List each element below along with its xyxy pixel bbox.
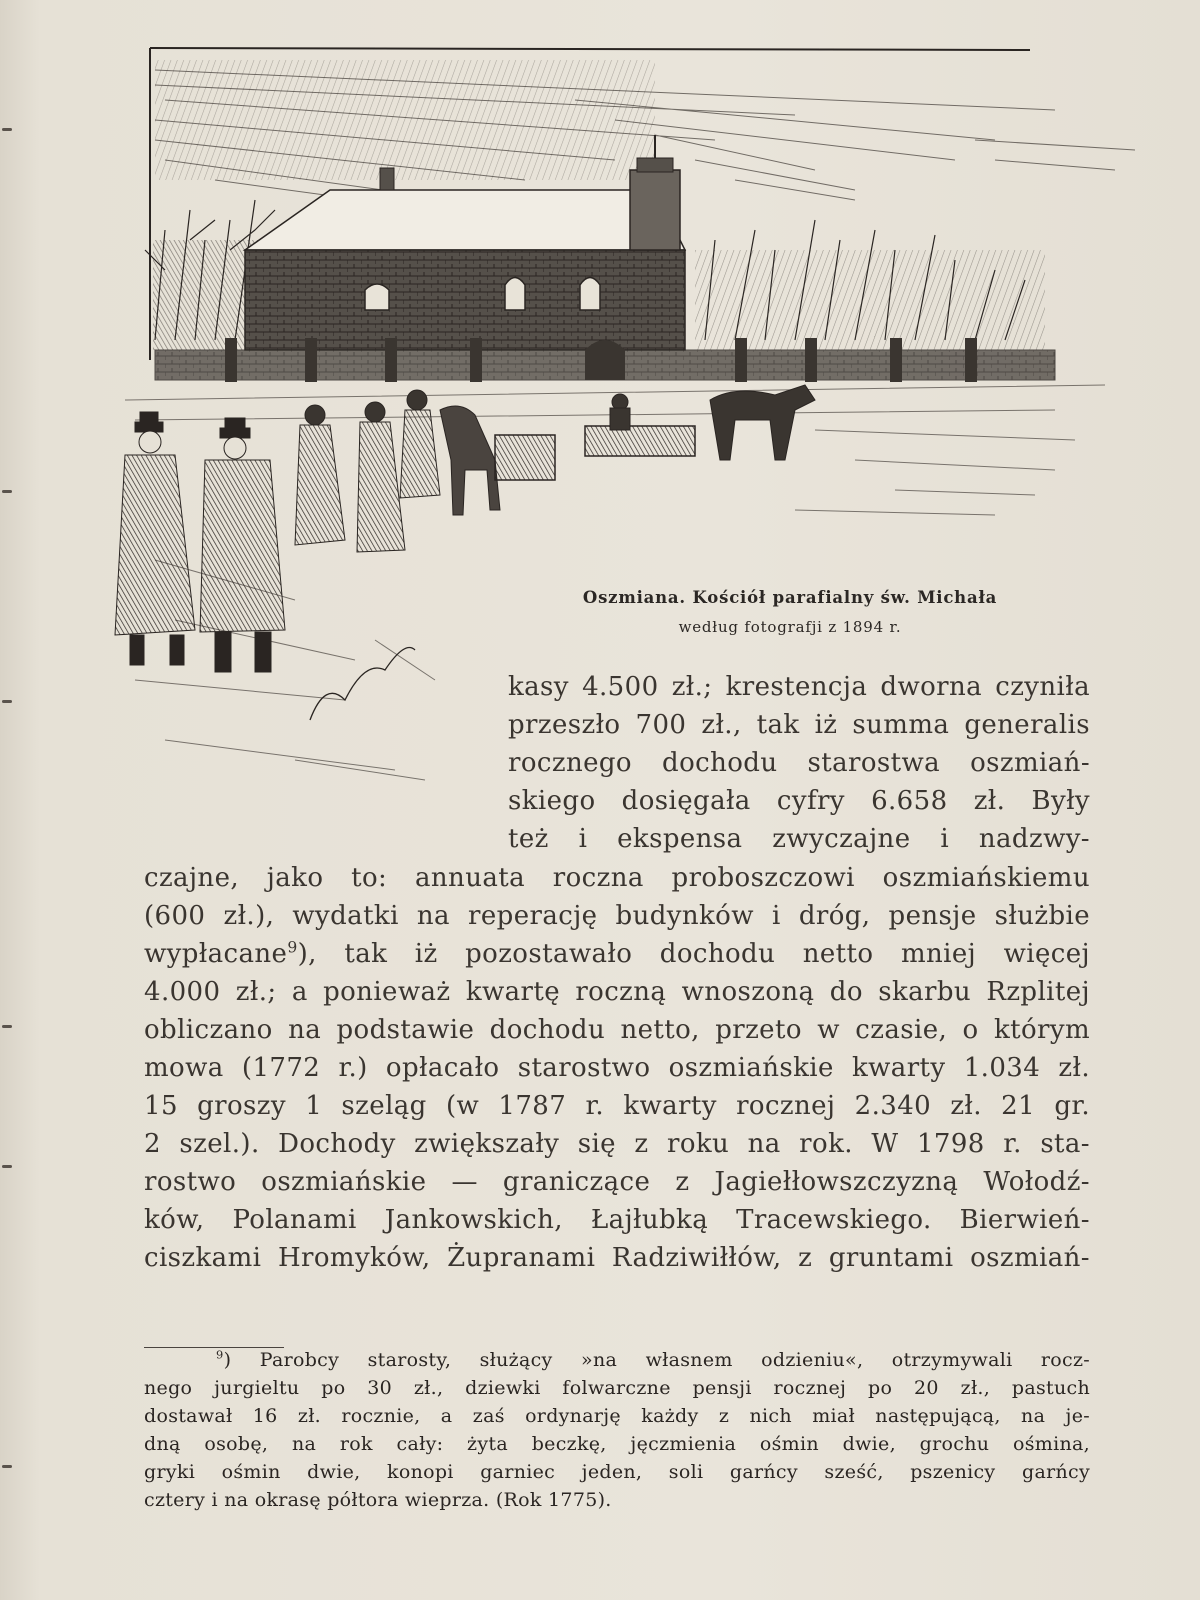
footnote-line bbox=[144, 1346, 1090, 1374]
footnote-line: dną osobę, na rok cały: żyta beczkę, jęczmienia ośmin dwie, grochu ośmina, bbox=[144, 1433, 1090, 1455]
binding-thread-mark bbox=[2, 1465, 12, 1468]
footnote-line: cztery i na okrasę półtora wieprza. (Rok 1775). bbox=[144, 1489, 612, 1511]
horse-with-load bbox=[440, 406, 555, 515]
figure-caption-title: Oszmiana. Kościół parafialny św. Michała bbox=[582, 588, 998, 607]
text-fragment: ), tak iż pozostawało dochodu netto mniej więcej bbox=[297, 939, 1090, 969]
body-text-full-width bbox=[144, 859, 1090, 1277]
text-line-with-footnote-ref bbox=[144, 935, 1090, 973]
text-line: przeszło 700 zł., tak iż summa generalis bbox=[508, 710, 1090, 740]
church-roof bbox=[245, 190, 685, 250]
footnote-marker: 9 bbox=[216, 1347, 224, 1362]
footnote-line: dostawał 16 zł. rocznie, a zaś ordynarję każdy z nich miał następującą, na je- bbox=[144, 1405, 1090, 1427]
text-fragment: ) Parobcy starosty, służący »na własnem odzieniu«, otrzymywali rocz- bbox=[223, 1349, 1090, 1371]
text-line: mowa (1772 r.) opłacało starostwo oszmiańskie kwarty 1.034 zł. bbox=[144, 1053, 1090, 1083]
text-line: ciszkami Hromyków, Żupranami Radziwiłłów, z gruntami oszmiań- bbox=[144, 1243, 1090, 1273]
binding-thread-mark bbox=[2, 128, 12, 131]
frame-top-line bbox=[150, 48, 1030, 50]
church-tower bbox=[630, 170, 680, 250]
footnote-reference: 9 bbox=[287, 938, 298, 957]
church-walls bbox=[245, 250, 685, 350]
text-fragment: wypłacane bbox=[144, 939, 288, 969]
figure-caption-subtitle: według fotografji z 1894 r. bbox=[678, 618, 902, 636]
binding-thread-mark bbox=[2, 490, 12, 493]
women-walking bbox=[295, 390, 440, 552]
text-line: ków, Polanami Jankowskich, Łajłubką Tracewskiego. Bierwień- bbox=[144, 1205, 1090, 1235]
binding-thread-mark bbox=[2, 1165, 12, 1168]
text-line: 15 groszy 1 szeląg (w 1787 r. kwarty rocznej 2.340 zł. 21 gr. bbox=[144, 1091, 1090, 1121]
text-line: rocznego dochodu starostwa oszmiań- bbox=[508, 748, 1090, 778]
footnote-line: gryki ośmin dwie, konopi garniec jeden, soli garńcy sześć, pszenicy garńcy bbox=[144, 1461, 1090, 1483]
two-men-in-coats bbox=[115, 412, 285, 672]
body-text-narrow-column bbox=[508, 668, 1090, 858]
text-line: rostwo oszmiańskie — graniczące z Jagiełłowszczyzną Wołodź- bbox=[144, 1167, 1090, 1197]
footnote-line: nego jurgieltu po 30 zł., dziewki folwarczne pensji rocznej po 20 zł., pastuch bbox=[144, 1377, 1090, 1399]
text-line: skiego dosięgała cyfry 6.658 zł. Były bbox=[508, 786, 1090, 816]
binding-thread-mark bbox=[2, 700, 12, 703]
church-gate bbox=[585, 340, 625, 380]
text-line: (600 zł.), wydatki na reperację budynków i dróg, pensje służbie bbox=[144, 901, 1090, 931]
artist-signature bbox=[310, 648, 415, 721]
footnote-block bbox=[144, 1346, 1090, 1514]
horse-sledge bbox=[585, 385, 815, 460]
text-line: obliczano na podstawie dochodu netto, przeto w czasie, o którym bbox=[144, 1015, 1090, 1045]
text-line: też i ekspensa zwyczajne i nadzwy- bbox=[508, 824, 1090, 854]
text-line: kasy 4.500 zł.; krestencja dworna czyniła bbox=[508, 672, 1090, 702]
text-line: 4.000 zł.; a ponieważ kwartę roczną wnoszoną do skarbu Rzplitej bbox=[144, 977, 1090, 1007]
text-line: czajne, jako to: annuata roczna proboszczowi oszmiańskiemu bbox=[144, 863, 1090, 893]
binding-thread-mark bbox=[2, 1025, 12, 1028]
text-line: 2 szel.). Dochody zwiększały się z roku na rok. W 1798 r. sta- bbox=[144, 1129, 1090, 1159]
